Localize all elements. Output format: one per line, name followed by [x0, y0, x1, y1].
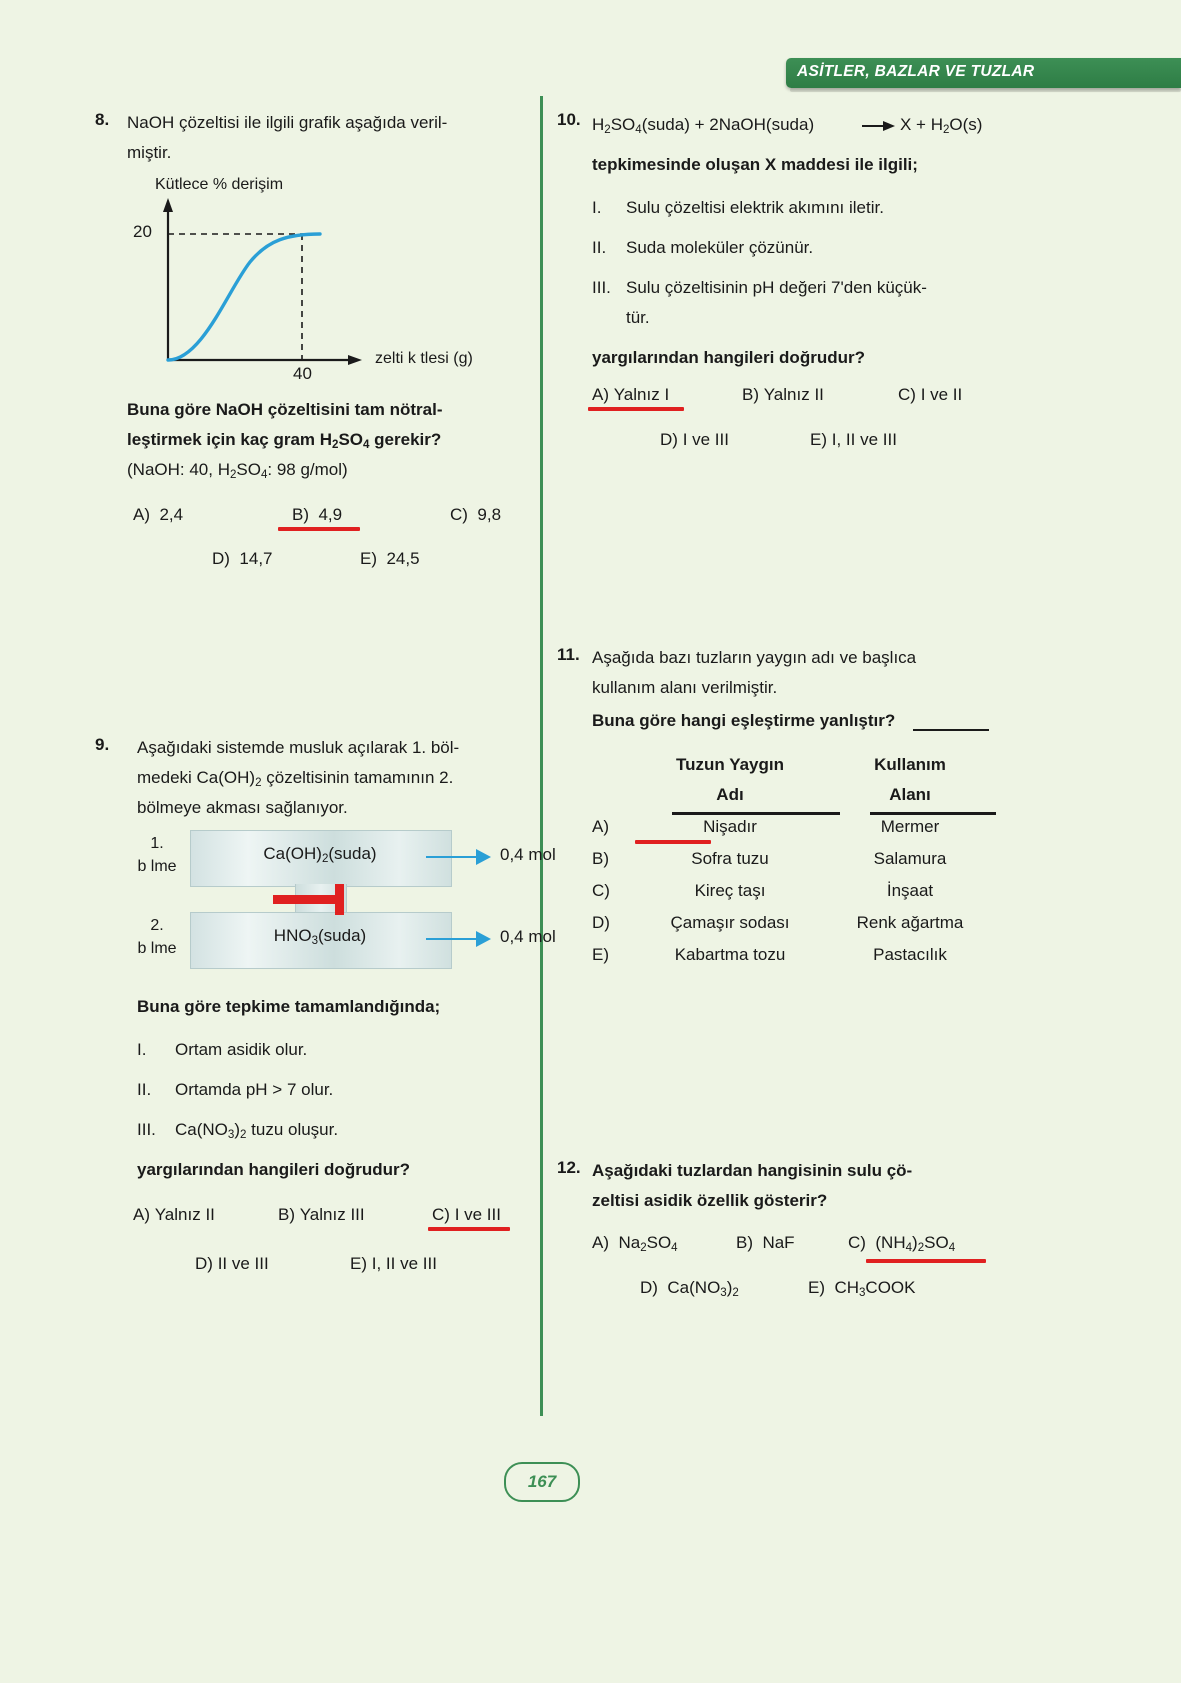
table-row-c-use: İnşaat	[886, 881, 934, 900]
apparatus-chamber-2-content: $HNO_3(suda)$	[273, 926, 367, 948]
page-number-box	[504, 1462, 580, 1502]
question-11-prompt-underline	[913, 729, 989, 731]
question-11-prompt: Buna göre hangi eşleştirme yanlıştır?	[592, 711, 896, 730]
question-10-statement-2-roman: II.	[592, 238, 607, 257]
question-12-option-b[interactable]: B) NaF	[736, 1233, 795, 1252]
table-header-col1-line2: Adı	[716, 785, 744, 804]
question-10-statement-3-roman: III.	[592, 278, 611, 297]
table-header-col2-line1: Kullanım	[874, 755, 946, 774]
question-11-prompt-emphasis: yanlıştır?	[819, 711, 896, 730]
question-9-option-e[interactable]: E) I, II ve III	[350, 1254, 437, 1273]
question-9-statement-2-text: Ortamda pH > 7 olur.	[175, 1080, 334, 1099]
graph-x-axis-title: zelti k tlesi (g)	[375, 350, 473, 367]
question-12-option-e[interactable]: E) $CH_3COOK$	[808, 1278, 916, 1300]
table-row-e-label[interactable]: E)	[592, 945, 609, 964]
apparatus-chamber-2-label: 2. b lme	[137, 917, 177, 957]
question-8-prompt-line2: leştirmek için kaç gram $H_2SO_4$ gerekir?	[127, 430, 442, 452]
chapter-banner-title: ASİTLER, BAZLAR VE TUZLAR	[797, 63, 1035, 80]
apparatus-arrow-1-line	[426, 856, 478, 858]
question-10-statement-3-text-cont: tür.	[626, 308, 650, 327]
question-8-stem-line2: miştir.	[127, 143, 172, 162]
question-8-stem	[127, 108, 527, 138]
question-8-stem-line2-wrap	[127, 138, 527, 168]
question-9-option-b[interactable]: B) Yalnız III	[278, 1205, 365, 1224]
question-11-number: 11.	[557, 645, 580, 664]
table-row-b-use: Salamura	[873, 849, 947, 868]
apparatus-arrow-2-line	[426, 938, 478, 940]
question-9-apparatus	[130, 826, 556, 972]
question-10-question: yargılarından hangileri doğrudur?	[592, 348, 865, 367]
question-11-stem-line2: kullanım alanı verilmiştir.	[592, 678, 778, 697]
question-10-option-c[interactable]: C) I ve II	[898, 385, 963, 404]
question-12-option-d[interactable]: D) $Ca(NO_3)_2$	[640, 1278, 739, 1300]
question-9-statement-1-text: Ortam asidik olur.	[175, 1040, 308, 1059]
question-8-given: (NaOH: 40, $H_2SO_4$: 98 g/mol)	[127, 460, 348, 482]
question-12-stem-line2: zeltisi asidik özellik gösterir?	[592, 1191, 828, 1210]
column-divider	[540, 96, 543, 1416]
question-12-option-a[interactable]: A) $Na_2SO_4$	[592, 1233, 678, 1255]
question-8-option-d[interactable]: D) 14,7	[212, 549, 273, 568]
question-9-question: yargılarından hangileri doğrudur?	[137, 1160, 410, 1179]
apparatus-chamber-1-label: 1. b lme	[137, 835, 177, 875]
apparatus-tap-handle	[335, 884, 344, 915]
question-8-prompt-line1: Buna göre NaOH çözeltisini tam nötral-	[127, 400, 443, 419]
table-row-b-label[interactable]: B)	[592, 849, 609, 868]
question-10-answer-underline	[588, 407, 684, 411]
question-8-answer-underline	[278, 527, 360, 531]
question-9-statement-3-text: $Ca(NO_3)_2$ tuzu oluşur.	[175, 1120, 339, 1142]
question-10-option-b[interactable]: B) Yalnız II	[742, 385, 824, 404]
question-9-statement-2-roman: II.	[137, 1080, 152, 1099]
question-10-option-a[interactable]: A) Yalnız I	[592, 385, 670, 404]
question-10-statement-1-roman: I.	[592, 198, 602, 217]
question-10-statement-3-text: Sulu çözeltisinin pH değeri 7'den küçük-	[626, 278, 927, 297]
graph-x-tick-40: 40	[293, 364, 312, 383]
table-row-c-label[interactable]: C)	[592, 881, 610, 900]
table-row-d-name: Çamaşır sodası	[670, 913, 790, 932]
question-9-statement-1-roman: I.	[137, 1040, 147, 1059]
graph-y-axis-title: Kütlece % derişim	[155, 176, 284, 193]
question-9-option-a[interactable]: A) Yalnız II	[133, 1205, 215, 1224]
question-8-option-b[interactable]: B) 4,9	[292, 505, 343, 524]
table-row-e-use: Pastacılık	[873, 945, 947, 964]
question-9-number: 9.	[95, 735, 110, 754]
question-8-option-c[interactable]: C) 9,8	[450, 505, 502, 524]
table-header-col1-line1: Tuzun Yaygın	[676, 755, 784, 774]
question-10-equation: $H_2SO_4(suda)$ + 2NaOH(suda)	[592, 115, 815, 137]
apparatus-arrow-1-head	[476, 849, 491, 865]
table-row-c-name: Kireç taşı	[694, 881, 766, 900]
table-row-b-name: Sofra tuzu	[691, 849, 769, 868]
question-10-option-d[interactable]: D) I ve III	[660, 430, 729, 449]
question-9-option-c[interactable]: C) I ve III	[432, 1205, 501, 1224]
table-row-d-label[interactable]: D)	[592, 913, 610, 932]
question-9-answer-underline	[428, 1227, 510, 1231]
apparatus-tap	[273, 895, 341, 904]
question-8-option-e[interactable]: E) 24,5	[360, 549, 420, 568]
question-11-stem-line1: Aşağıda bazı tuzların yaygın adı ve başlıca	[592, 648, 917, 667]
question-9-prompt: Buna göre tepkime tamamlandığında;	[137, 997, 441, 1016]
question-12-option-c[interactable]: C) $(NH_4)_2SO_4$	[848, 1233, 956, 1255]
question-9-statement-3-roman: III.	[137, 1120, 156, 1139]
question-10-statement-2-text: Suda moleküler çözünür.	[626, 238, 814, 257]
table-row-e-name: Kabartma tozu	[674, 945, 786, 964]
table-header-col2-line2: Alanı	[889, 785, 931, 804]
question-9-stem-line1: Aşağıdaki sistemde musluk açılarak 1. böl-	[137, 738, 460, 757]
table-row-a-use: Mermer	[880, 817, 940, 836]
table-row-a-label[interactable]: A)	[592, 817, 609, 836]
question-8-option-a[interactable]: A) 2,4	[133, 505, 184, 524]
chapter-banner-shadow	[790, 88, 1181, 92]
question-10-number: 10.	[557, 110, 581, 129]
question-8-graph	[150, 170, 530, 385]
question-10-equation-products: $X + H_2O(s)$	[900, 115, 983, 137]
apparatus-chamber-1-content: $Ca(OH)_2(suda)$	[263, 844, 377, 866]
table-row-a-name: Nişadır	[703, 817, 757, 836]
question-9-stem-line2: medeki $Ca(OH)_2$ çözeltisinin tamamının 2.	[137, 768, 454, 790]
apparatus-chamber-1-amount: 0,4 mol	[500, 845, 556, 864]
table-rule-col1	[672, 812, 840, 815]
question-8-stem-line1: NaOH çözeltisi ile ilgili grafik aşağıda veril-	[127, 113, 448, 132]
apparatus-arrow-2-head	[476, 931, 491, 947]
question-12-number: 12.	[557, 1158, 581, 1177]
question-11-answer-underline	[635, 840, 711, 844]
table-row-d-use: Renk ağartma	[856, 913, 964, 932]
graph-y-tick-20: 20	[133, 222, 152, 241]
apparatus-chamber-2-amount: 0,4 mol	[500, 927, 556, 946]
question-10-option-e[interactable]: E) I, II ve III	[810, 430, 897, 449]
question-8-number: 8.	[95, 110, 110, 129]
question-12-stem-line1: Aşağıdaki tuzlardan hangisinin sulu çö-	[592, 1161, 913, 1180]
question-12-answer-underline	[866, 1259, 986, 1263]
question-10-prompt: tepkimesinde oluşan X maddesi ile ilgili;	[592, 155, 918, 174]
question-9-option-d[interactable]: D) II ve III	[195, 1254, 269, 1273]
question-10-statement-1-text: Sulu çözeltisi elektrik akımını iletir.	[626, 198, 884, 217]
question-10-reaction-arrow	[862, 118, 896, 134]
page-number: 167	[527, 1472, 557, 1491]
question-9-stem-line3: bölmeye akması sağlanıyor.	[137, 798, 348, 817]
table-rule-col2	[870, 812, 996, 815]
